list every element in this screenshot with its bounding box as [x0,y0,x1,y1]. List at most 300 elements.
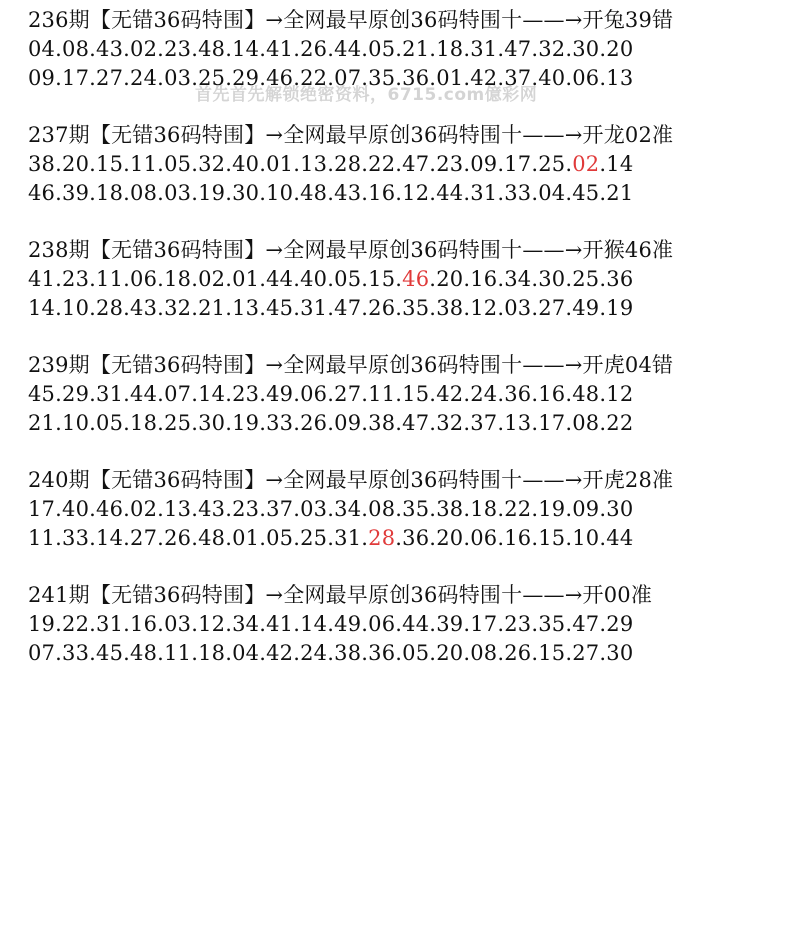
separator: . [259,296,267,320]
number-cell: 45 [266,296,294,320]
separator: . [293,612,301,636]
number-cell: 30 [606,497,634,521]
separator: . [361,641,369,665]
number-cell: 42 [436,382,464,406]
number-cell: 47 [334,296,362,320]
separator: . [259,267,267,291]
separator: . [395,152,403,176]
number-cell: 33 [62,526,90,550]
number-cell: 42 [266,641,294,665]
number-cell: 05 [334,267,362,291]
separator: . [123,267,131,291]
number-cell: 19 [28,612,56,636]
number-cell: 31 [470,37,498,61]
separator: . [429,612,437,636]
number-cell: 16 [470,267,498,291]
number-cell: 17 [470,612,498,636]
document-body [28,6,798,696]
number-row [28,265,798,294]
separator: . [429,267,437,291]
number-cell: 04 [28,37,56,61]
separator: . [463,497,471,521]
number-cell: 01 [232,526,260,550]
separator: . [599,411,607,435]
separator: . [123,37,131,61]
separator: . [157,181,165,205]
number-cell: 17 [504,152,532,176]
separator: . [225,66,233,90]
number-cell: 20 [62,152,90,176]
separator: . [55,267,63,291]
number-cell: 31 [96,612,124,636]
separator: . [191,152,199,176]
number-cell: 41 [266,37,294,61]
separator: . [497,382,505,406]
number-cell: 28 [334,152,362,176]
separator: . [599,497,607,521]
number-cell: 33 [266,411,294,435]
separator: . [429,66,437,90]
separator: . [599,382,607,406]
separator: . [259,526,267,550]
number-cell: 16 [130,612,158,636]
number-cell: 12 [198,612,226,636]
number-cell: 18 [96,181,124,205]
separator: . [463,152,471,176]
separator: . [327,181,335,205]
separator: . [531,267,539,291]
number-cell: 04 [538,181,566,205]
number-cell: 19 [232,411,260,435]
number-cell: 23 [232,382,260,406]
separator: . [361,497,369,521]
number-cell: 15 [96,152,124,176]
number-cell: 02 [130,37,158,61]
separator: . [463,641,471,665]
number-cell: 39 [62,181,90,205]
separator: . [259,66,267,90]
prediction-section [28,351,798,438]
number-cell: 36 [402,66,430,90]
number-row [28,35,798,64]
separator: . [191,66,199,90]
number-cell: 42 [470,66,498,90]
number-cell: 45 [96,641,124,665]
number-cell: 27 [572,641,600,665]
separator: . [191,37,199,61]
number-row [28,610,798,639]
number-cell: 41 [266,612,294,636]
number-cell: 27 [96,66,124,90]
separator: . [531,411,539,435]
number-cell: 16 [504,526,532,550]
separator: . [327,66,335,90]
number-cell: 43 [334,181,362,205]
number-cell: 26 [368,296,396,320]
separator: . [89,497,97,521]
separator: . [191,411,199,435]
separator: . [123,152,131,176]
separator: . [361,526,369,550]
number-cell: 23 [504,612,532,636]
separator: . [497,526,505,550]
number-cell: 07 [164,382,192,406]
separator: . [565,411,573,435]
number-cell: 21 [28,411,56,435]
number-cell: 29 [606,612,634,636]
number-cell: 12 [470,296,498,320]
separator: . [599,152,607,176]
separator: . [191,267,199,291]
separator: . [361,411,369,435]
number-cell: 48 [198,526,226,550]
separator: . [429,296,437,320]
number-cell: 13 [300,152,328,176]
number-cell: 27 [538,296,566,320]
number-cell: 35 [538,612,566,636]
number-cell: 07 [28,641,56,665]
separator: . [191,296,199,320]
number-cell: 23 [232,497,260,521]
separator: . [429,411,437,435]
number-cell: 06 [572,66,600,90]
separator: . [497,641,505,665]
number-cell: 11 [96,267,124,291]
number-cell: 19 [606,296,634,320]
separator: . [157,382,165,406]
separator: . [463,37,471,61]
separator: . [191,612,199,636]
separator: . [259,641,267,665]
number-cell: 47 [402,411,430,435]
number-cell: 14 [606,152,634,176]
highlighted-number: 02 [572,152,600,176]
separator: . [157,267,165,291]
number-cell: 34 [504,267,532,291]
number-cell: 47 [402,152,430,176]
prediction-section [28,581,798,668]
number-cell: 49 [334,612,362,636]
separator: . [89,296,97,320]
number-cell: 46 [96,497,124,521]
number-cell: 14 [96,526,124,550]
number-cell: 21 [606,181,634,205]
separator: . [55,411,63,435]
number-cell: 25 [538,152,566,176]
number-cell: 43 [96,37,124,61]
separator: . [293,152,301,176]
number-cell: 18 [164,267,192,291]
number-cell: 15 [368,267,396,291]
number-cell: 24 [470,382,498,406]
separator: . [599,526,607,550]
number-cell: 43 [198,497,226,521]
separator: . [327,411,335,435]
separator: . [123,497,131,521]
separator: . [361,37,369,61]
separator: . [531,526,539,550]
separator: . [55,526,63,550]
number-cell: 15 [402,382,430,406]
number-cell: 48 [198,37,226,61]
number-cell: 44 [606,526,634,550]
separator: . [327,641,335,665]
separator: . [497,296,505,320]
separator: . [599,66,607,90]
separator: . [361,267,369,291]
separator: . [225,181,233,205]
number-cell: 35 [402,296,430,320]
separator: . [123,411,131,435]
separator: . [259,612,267,636]
number-cell: 22 [606,411,634,435]
separator: . [55,66,63,90]
number-cell: 44 [266,267,294,291]
number-cell: 47 [504,37,532,61]
number-cell: 17 [28,497,56,521]
separator: . [565,267,573,291]
number-cell: 31 [96,382,124,406]
separator: . [361,66,369,90]
number-cell: 21 [402,37,430,61]
separator: . [191,497,199,521]
number-cell: 12 [606,382,634,406]
separator: . [225,641,233,665]
number-cell: 01 [436,66,464,90]
number-cell: 23 [164,37,192,61]
number-cell: 23 [62,267,90,291]
separator: . [361,152,369,176]
number-cell: 31 [334,526,362,550]
section-header: 237期【无错36码特围】→全网最早原创36码特围十——→开龙02准 [28,123,674,147]
number-cell: 36 [368,641,396,665]
separator: . [531,37,539,61]
number-cell: 11 [368,382,396,406]
number-cell: 37 [266,497,294,521]
number-cell: 01 [232,267,260,291]
number-cell: 38 [436,497,464,521]
number-cell: 37 [504,66,532,90]
separator: . [157,66,165,90]
separator: . [55,181,63,205]
number-row [28,409,798,438]
separator: . [565,66,573,90]
separator: . [463,612,471,636]
number-cell: 32 [164,296,192,320]
number-cell: 07 [334,66,362,90]
separator: . [565,497,573,521]
separator: . [259,37,267,61]
number-cell: 11 [28,526,56,550]
separator: . [157,296,165,320]
separator: . [565,526,573,550]
number-cell: 36 [606,267,634,291]
separator: . [497,267,505,291]
separator: . [395,296,403,320]
separator: . [565,641,573,665]
number-cell: 33 [504,181,532,205]
separator: . [225,382,233,406]
separator: . [531,181,539,205]
number-cell: 39 [436,612,464,636]
separator: . [55,612,63,636]
number-cell: 22 [368,152,396,176]
separator: . [327,296,335,320]
number-cell: 06 [470,526,498,550]
number-cell: 27 [130,526,158,550]
separator: . [55,37,63,61]
number-cell: 16 [538,382,566,406]
separator: . [565,152,573,176]
number-cell: 09 [470,152,498,176]
separator: . [191,181,199,205]
separator: . [225,526,233,550]
number-cell: 13 [504,411,532,435]
number-cell: 08 [572,411,600,435]
separator: . [327,612,335,636]
number-cell: 17 [538,411,566,435]
separator: . [565,181,573,205]
separator: . [89,66,97,90]
number-cell: 49 [266,382,294,406]
number-cell: 18 [470,497,498,521]
separator: . [191,382,199,406]
number-cell: 09 [334,411,362,435]
separator: . [429,181,437,205]
number-row [28,639,798,668]
separator: . [463,411,471,435]
separator: . [55,382,63,406]
number-cell: 34 [334,497,362,521]
number-row [28,179,798,208]
separator: . [89,37,97,61]
number-cell: 02 [130,497,158,521]
number-cell: 49 [572,296,600,320]
number-cell: 08 [130,181,158,205]
separator: . [89,641,97,665]
number-cell: 44 [436,181,464,205]
number-cell: 03 [300,497,328,521]
number-cell: 36 [504,382,532,406]
number-cell: 18 [198,641,226,665]
separator: . [327,382,335,406]
separator: . [531,296,539,320]
section-header: 239期【无错36码特围】→全网最早原创36码特围十——→开虎04错 [28,353,674,377]
number-cell: 38 [28,152,56,176]
highlighted-number: 46 [402,267,430,291]
separator: . [395,497,403,521]
separator: . [497,612,505,636]
number-cell: 05 [96,411,124,435]
separator: . [395,181,403,205]
number-cell: 13 [164,497,192,521]
number-cell: 19 [538,497,566,521]
number-cell: 08 [470,641,498,665]
separator: . [55,152,63,176]
number-cell: 05 [402,641,430,665]
separator: . [89,152,97,176]
number-cell: 05 [266,526,294,550]
separator: . [463,181,471,205]
prediction-section [28,236,798,323]
number-cell: 43 [130,296,158,320]
separator: . [327,152,335,176]
number-cell: 25 [164,411,192,435]
number-cell: 48 [572,382,600,406]
separator: . [497,152,505,176]
separator: . [463,382,471,406]
separator: . [123,612,131,636]
separator: . [497,66,505,90]
separator: . [395,641,403,665]
separator: . [361,296,369,320]
separator: . [157,641,165,665]
number-cell: 05 [368,37,396,61]
number-cell: 32 [538,37,566,61]
number-cell: 30 [572,37,600,61]
number-cell: 14 [28,296,56,320]
number-cell: 04 [232,641,260,665]
separator: . [123,181,131,205]
separator: . [361,181,369,205]
separator: . [123,526,131,550]
separator: . [395,382,403,406]
separator: . [293,382,301,406]
number-cell: 20 [436,641,464,665]
number-cell: 10 [572,526,600,550]
number-cell: 10 [62,411,90,435]
separator: . [531,612,539,636]
number-cell: 27 [334,382,362,406]
number-cell: 13 [232,296,260,320]
number-cell: 38 [334,641,362,665]
number-cell: 13 [606,66,634,90]
number-cell: 24 [300,641,328,665]
separator: . [293,296,301,320]
separator: . [463,526,471,550]
separator: . [531,497,539,521]
separator: . [225,497,233,521]
number-cell: 36 [402,526,430,550]
separator: . [429,37,437,61]
separator: . [293,526,301,550]
separator: . [89,181,97,205]
number-cell: 48 [300,181,328,205]
number-cell: 14 [232,37,260,61]
number-cell: 18 [130,411,158,435]
separator: . [395,612,403,636]
separator: . [463,66,471,90]
separator: . [89,411,97,435]
number-cell: 46 [28,181,56,205]
separator: . [225,37,233,61]
number-cell: 22 [504,497,532,521]
separator: . [157,152,165,176]
separator: . [123,382,131,406]
number-cell: 08 [62,37,90,61]
number-row [28,294,798,323]
number-cell: 03 [164,181,192,205]
number-cell: 06 [300,382,328,406]
separator: . [293,37,301,61]
separator: . [259,497,267,521]
number-cell: 45 [28,382,56,406]
number-cell: 20 [436,526,464,550]
number-cell: 01 [266,152,294,176]
number-cell: 14 [198,382,226,406]
number-cell: 44 [334,37,362,61]
number-cell: 09 [28,66,56,90]
